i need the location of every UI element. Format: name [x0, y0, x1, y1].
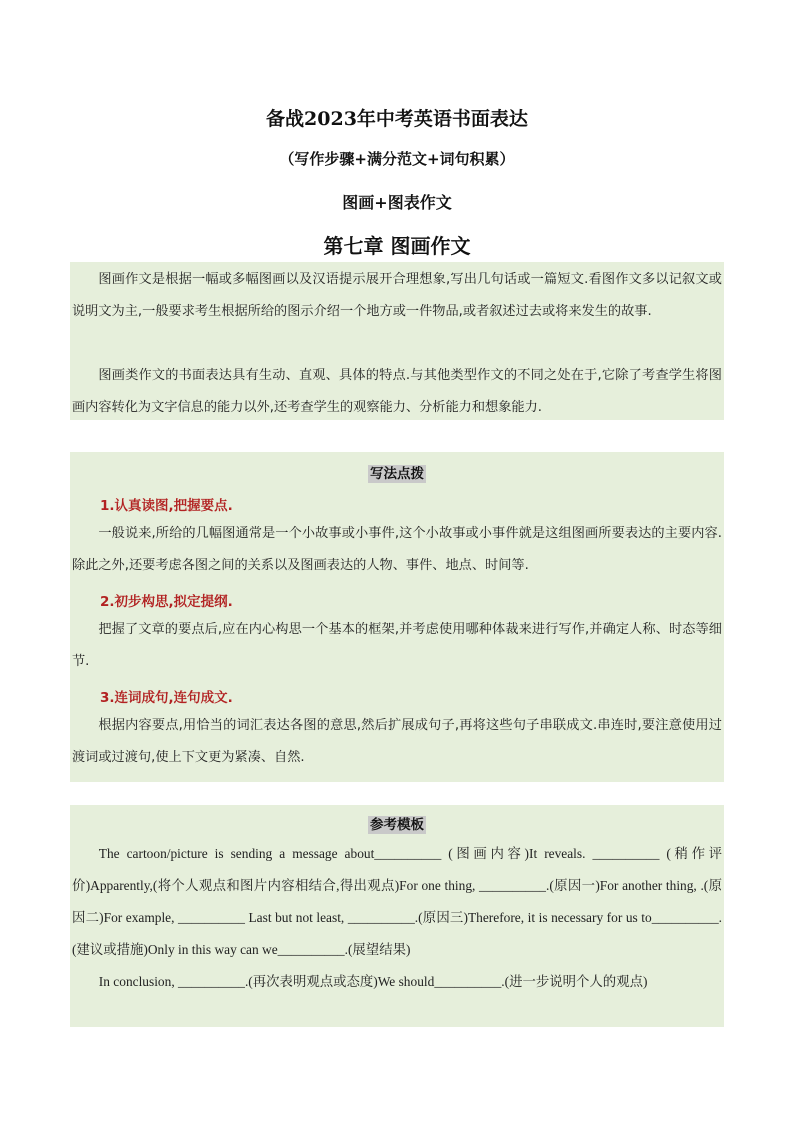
topic-title: 图画+图表作文: [342, 193, 452, 212]
step-3-title: 3.连词成句,连句成文.: [100, 690, 233, 706]
tips-heading: [0, 462, 794, 482]
step-2-text: 把握了文章的要点后,应在内心构思一个基本的框架,并考虑使用哪种体裁来进行写作,并确定人称、时态等细节.: [72, 622, 722, 669]
template-heading-label: 参考模板: [370, 817, 424, 833]
document-subtitle: （写作步骤+满分范文+词句积累）: [279, 150, 515, 168]
intro-paragraph-2: 图画类作文的书面表达具有生动、直观、具体的特点.与其他类型作文的不同之处在于,它除了考查学生将图画内容转化为文字信息的能力以外,还考查学生的观察能力、分析能力和想象能力.: [72, 368, 722, 415]
intro-paragraph-1: 图画作文是根据一幅或多幅图画以及汉语提示展开合理想象,写出几句话或一篇短文.看图作文多以记叙文或说明文为主,一般要求考生根据所给的图示介绍一个地方或一件物品,或者叙述过去或将来发生的故事.: [72, 272, 722, 319]
template-paragraph-1: The cartoon/picture is sending a message about__________ (图画内容)It reveals. __________ (稍作评价)Apparently,(将个人观点和图片内容相结合,得出观点)For one thing, __________.(原因一)For another thing, .(原因二)For example, __________ Last but not least, __________.(原因三)Therefore, it is necessary for us to__________.(建议或措施)Only in this way can we__________.(展望结果): [72, 846, 722, 957]
template-heading: [0, 813, 794, 833]
step-1-title: 1.认真读图,把握要点.: [100, 498, 233, 514]
step-3-text: 根据内容要点,用恰当的词汇表达各图的意思,然后扩展成句子,再将这些句子串联成文.串连时,要注意使用过渡词或过渡句,使上下文更为紧凑、自然.: [72, 718, 722, 765]
tips-heading-label: 写法点拨: [370, 466, 424, 482]
chapter-title: 第七章 图画作文: [323, 234, 471, 258]
document-title: 备战2023年中考英语书面表达: [266, 108, 528, 130]
template-paragraph-2: In conclusion, __________.(再次表明观点或态度)We should__________.(进一步说明个人的观点): [98, 974, 648, 989]
step-1-text: 一般说来,所给的几幅图通常是一个小故事或小事件,这个小故事或小事件就是这组图画所要表达的主要内容.除此之外,还要考虑各图之间的关系以及图画表达的人物、事件、地点、时间等.: [72, 526, 722, 573]
step-2-title: 2.初步构思,拟定提纲.: [100, 594, 233, 610]
